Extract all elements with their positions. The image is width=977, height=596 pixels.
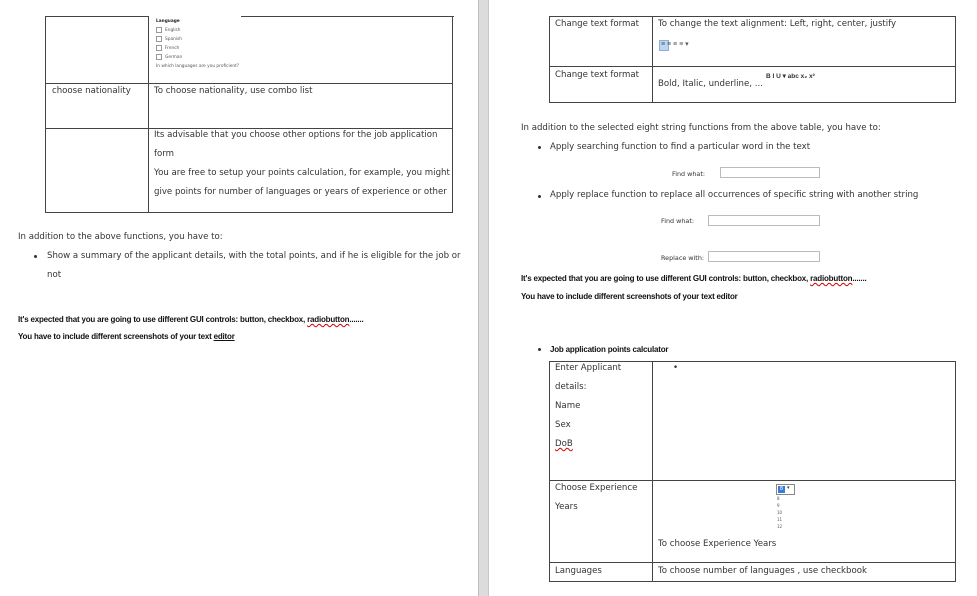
calc-dob: DoB	[555, 439, 573, 449]
calc-sex: Sex	[555, 420, 571, 430]
summary-line-1: Show a summary of the applicant details, with the total points, and if he is eligible for the job or	[47, 251, 461, 261]
calc-row3-col1	[549, 562, 653, 582]
search-bullet: Apply searching function to find a particular word in the text	[550, 142, 811, 152]
calc-name: Name	[555, 401, 581, 411]
experience-spinner[interactable]	[776, 484, 795, 495]
format-row2-col2	[652, 66, 956, 103]
replace-label: Replace with:	[661, 254, 705, 262]
lang-option-german[interactable]: German	[156, 53, 239, 62]
other-line-4: give points for number of languages or years of experience or other	[154, 187, 447, 197]
calc-details: details:	[555, 382, 587, 392]
bullet-dot	[538, 195, 541, 198]
calc-row2-col1	[549, 480, 653, 563]
calc-languages-label: Languages	[555, 566, 602, 576]
calc-row1-col2	[652, 361, 956, 481]
nationality-label: choose nationality	[52, 86, 131, 96]
format-row2-col1	[549, 66, 653, 103]
language-title: Language	[156, 19, 180, 24]
left-intro: In addition to the above functions, you have to:	[18, 232, 223, 242]
summary-line-2: not	[47, 270, 62, 280]
format-row1-desc: To change the text alignment: Left, right, center, justify	[658, 19, 897, 29]
right-intro: In addition to the selected eight string functions from the above table, you have to:	[521, 123, 881, 133]
find-label: Find what:	[672, 170, 705, 178]
lang-option-english[interactable]: English	[156, 26, 239, 35]
format-row2-label: Change text format	[555, 70, 639, 80]
nationality-desc: To choose nationality, use combo list	[154, 86, 313, 96]
calc-row1-col1	[549, 361, 653, 481]
table-row-other-col1	[45, 128, 149, 213]
calc-languages-desc: To choose number of languages , use checkbook	[658, 566, 867, 576]
other-line-3: You are free to setup your points calculation, for example, you might	[154, 168, 450, 178]
page-gutter	[478, 0, 489, 596]
replace-bullet: Apply replace function to replace all occurrences of specific string with another string	[550, 190, 919, 200]
format-row1-col2	[652, 16, 956, 67]
bullet-dot	[538, 146, 541, 149]
format-row1-col1	[549, 16, 653, 67]
calc-enter-applicant: Enter Applicant	[555, 363, 622, 373]
other-line-2: form	[154, 149, 175, 159]
calc-experience-desc: To choose Experience Years	[658, 539, 777, 549]
spinner-list	[777, 495, 787, 530]
other-line-1: Its advisable that you choose other options for the job application	[154, 130, 438, 140]
table-row-language-col1	[45, 16, 149, 84]
left-expected-line: It's expected that you are going to use different GUI controls: button, checkbox, radiobutton.......	[18, 315, 364, 324]
calc-experience-label: Choose Experience	[555, 483, 638, 493]
format-row2-desc: Bold, Italic, underline, ...	[658, 79, 763, 89]
bullet-dot	[34, 255, 37, 258]
calc-row3-col2	[652, 562, 956, 582]
spinner-item[interactable]: 11	[777, 517, 783, 522]
calc-row2-col2	[652, 480, 956, 563]
replace-input[interactable]	[708, 251, 820, 262]
left-page	[0, 0, 478, 596]
find-input-2[interactable]	[708, 215, 820, 226]
table-row-nationality-col1	[45, 83, 149, 129]
spinner-item[interactable]: 10	[777, 510, 783, 515]
find-input[interactable]	[720, 167, 820, 178]
right-expected-line: It's expected that you are going to use different GUI controls: button, checkbox, radiobutton.......	[521, 274, 867, 283]
align-buttons-icon[interactable]: ≡ ≡ ≡ ≡ ▾	[661, 41, 689, 48]
left-include-line: You have to include different screenshots of your text editor	[18, 332, 235, 341]
lang-option-french[interactable]: French	[156, 44, 239, 53]
find-label-2: Find what:	[661, 217, 694, 225]
table-row-other-col2	[148, 128, 453, 213]
right-include-line: You have to include different screenshots of your text editor	[521, 292, 738, 301]
spinner-value: 8	[779, 486, 784, 492]
table-row-nationality-col2	[148, 83, 453, 129]
calc-bullet: •	[673, 363, 679, 373]
bullet-dot	[538, 348, 541, 351]
section-title: Job application points calculator	[550, 345, 669, 354]
right-page	[489, 0, 977, 596]
table-row-language-col2	[148, 16, 453, 84]
lang-option-spanish[interactable]: Spanish	[156, 35, 239, 44]
spinner-arrow-icon[interactable]: ▾	[787, 485, 790, 491]
calc-years-label: Years	[555, 502, 578, 512]
spinner-item[interactable]: 8	[777, 496, 780, 501]
text-style-buttons-icon[interactable]: B I U ▾ abc x₂ x²	[766, 73, 815, 80]
spinner-item[interactable]: 12	[777, 524, 783, 529]
spinner-item[interactable]: 9	[777, 503, 780, 508]
format-row1-label: Change text format	[555, 19, 639, 29]
language-hint: In which languages are you proficient?	[156, 64, 240, 69]
